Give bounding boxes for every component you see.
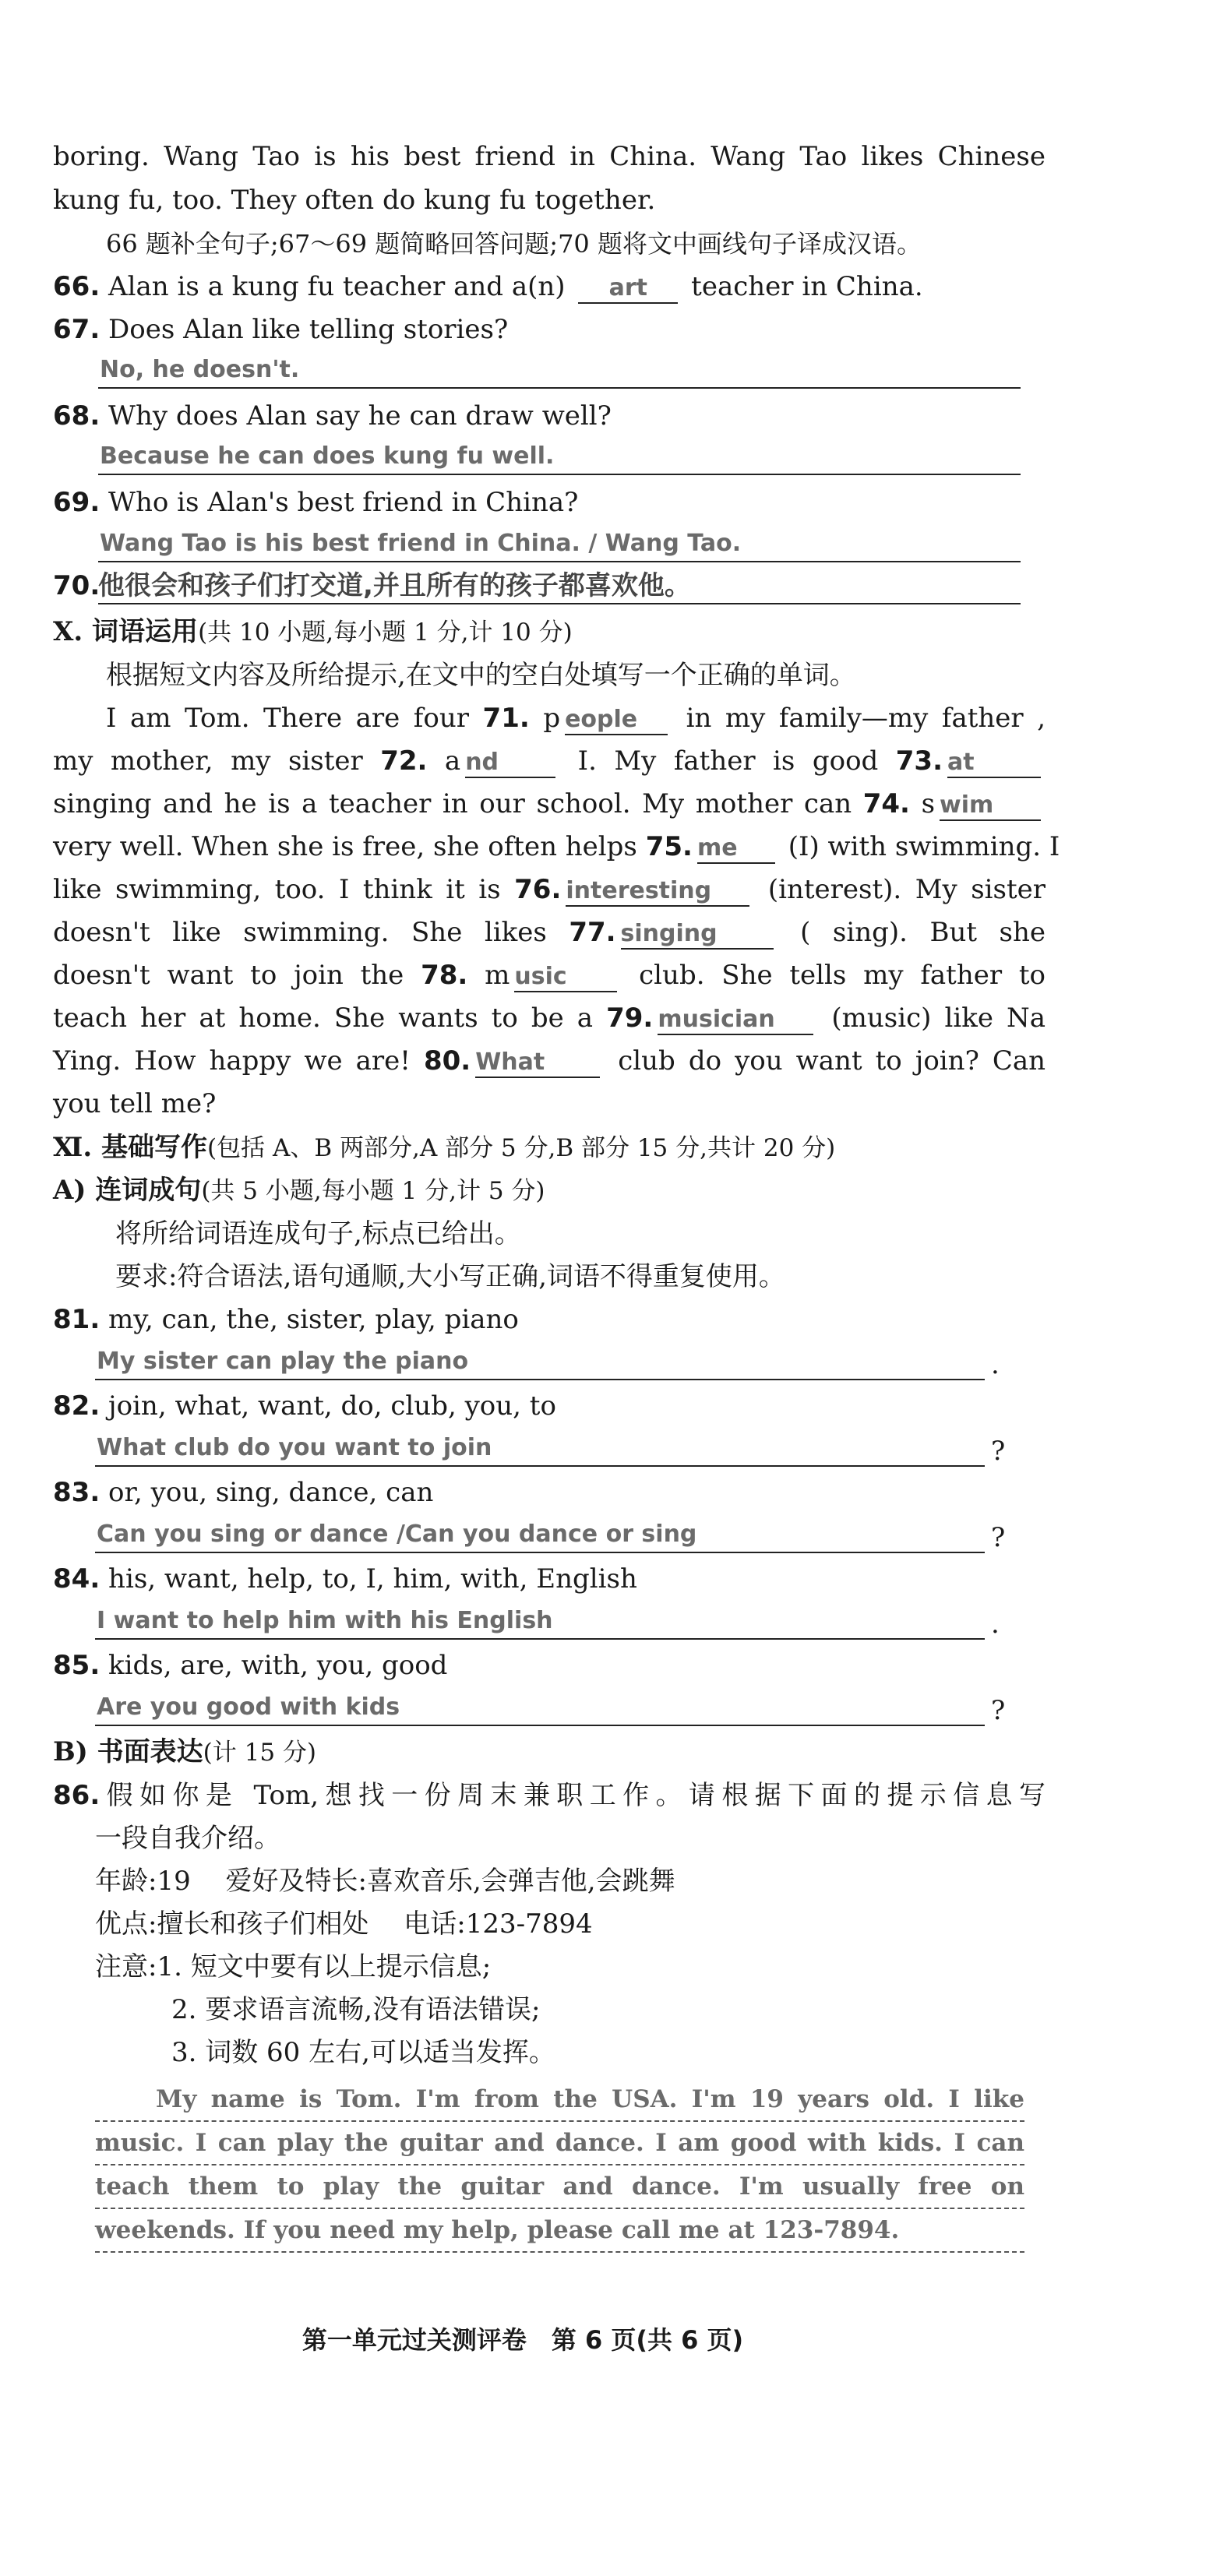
- answer-line: [95, 1517, 985, 1553]
- passage-line: [53, 830, 1060, 864]
- passage-text: (interest). My sister: [767, 874, 1046, 905]
- answer-text: Are you good with kids: [97, 1693, 400, 1721]
- question-number: 86.: [53, 1780, 100, 1811]
- essay-text: weekends. If you need my help, please call me at 123-7894.: [95, 2216, 900, 2244]
- end-punctuation: ?: [991, 1695, 1006, 1726]
- question-text: 一段自我介绍。: [95, 1823, 280, 1854]
- info-line: 优点:擅长和孩子们相处 电话:123-7894: [95, 1908, 593, 1940]
- part-note: (共 5 小题,每小题 1 分,计 5 分): [201, 1177, 545, 1205]
- blank-number: 79.: [606, 1003, 654, 1034]
- answer-blank: [578, 273, 678, 304]
- question-86: [53, 1778, 1046, 1813]
- answer-blank: [566, 876, 749, 907]
- note-line: 2. 要求语言流畅,没有语法错误;: [171, 1994, 541, 2025]
- passage-line: kung fu, too. They often do kung fu together.: [53, 185, 656, 216]
- answer-line: [95, 1431, 985, 1467]
- section-note: (共 10 小题,每小题 1 分,计 10 分): [198, 618, 573, 647]
- letter-hint: m: [485, 960, 510, 991]
- answer-text: Wang Tao is his best friend in China. / Wang Tao.: [100, 530, 742, 557]
- question-number: 69.: [53, 487, 100, 518]
- blank-number: 72.: [380, 745, 428, 777]
- passage-text: I. My father is good: [577, 745, 879, 777]
- info-line: 年龄:19 爱好及特长:喜欢音乐,会弹吉他,会跳舞: [95, 1866, 675, 1897]
- answer-blank: [697, 833, 775, 864]
- part-heading: [53, 1735, 1046, 1770]
- answer-text: usic: [514, 963, 567, 990]
- blank-number: 71.: [482, 703, 530, 734]
- answer-text: at: [947, 749, 975, 776]
- blank-number: 80.: [423, 1045, 471, 1077]
- essay-line: [95, 2078, 1024, 2122]
- passage-line: [106, 701, 1046, 735]
- passage-text: teach her at home. She wants to be a: [53, 1003, 594, 1034]
- section-title: Ⅺ. 基础写作: [53, 1132, 207, 1163]
- answer-blank: [947, 747, 1041, 778]
- letter-hint: s: [921, 788, 936, 819]
- passage-line: [53, 915, 1046, 950]
- given-words: or, you, sing, dance, can: [108, 1477, 434, 1508]
- passage-text: doesn't want to join the: [53, 960, 404, 991]
- question-81: [53, 1302, 1046, 1337]
- end-punctuation: .: [991, 1349, 1000, 1380]
- essay-text: teach them to play the guitar and dance. I'm usually free on: [95, 2173, 1024, 2201]
- blank-number: 77.: [569, 917, 616, 948]
- question-number: 85.: [53, 1650, 100, 1681]
- section-heading: [53, 615, 1046, 650]
- question-67: [53, 312, 1046, 347]
- essay-line: [95, 2209, 1024, 2253]
- answer-text: interesting: [566, 877, 712, 904]
- answer-text: No, he doesn't.: [100, 356, 300, 383]
- question-number: 68.: [53, 400, 100, 432]
- section-note: (包括 A、B 两部分,A 部分 5 分,B 部分 15 分,共计 20 分): [207, 1134, 836, 1162]
- letter-hint: p: [543, 703, 561, 734]
- part-title: A) 连词成句: [53, 1175, 202, 1206]
- given-words: kids, are, with, you, good: [108, 1650, 448, 1681]
- part-title: B) 书面表达: [53, 1736, 203, 1767]
- note-line: 3. 词数 60 左右,可以适当发挥。: [171, 2037, 555, 2068]
- answer-text: musician: [658, 1006, 775, 1033]
- end-punctuation: ?: [991, 1436, 1006, 1467]
- passage-text: my mother, my sister: [53, 745, 363, 777]
- passage-text: in my family—my father ,: [686, 703, 1046, 734]
- answer-blank: [565, 704, 668, 735]
- answer-text: singing: [620, 920, 718, 947]
- answer-text: wim: [940, 791, 994, 819]
- answer-text: What: [475, 1048, 545, 1076]
- answer-text: Because he can does kung fu well.: [100, 442, 555, 470]
- passage-text: singing and he is a teacher in our school. My mother can: [53, 788, 852, 819]
- answer-line: [95, 1344, 985, 1380]
- page-footer: 第一单元过关测评卷 第 6 页(共 6 页): [301, 2325, 744, 2355]
- question-number: 84.: [53, 1563, 100, 1595]
- essay-line: [95, 2122, 1024, 2165]
- answer-blank: [475, 1047, 600, 1078]
- letter-hint: a: [444, 745, 461, 777]
- question-85: [53, 1648, 1046, 1683]
- passage-line: [53, 1044, 1046, 1078]
- question-text: Who is Alan's best friend in China?: [108, 487, 579, 518]
- question-83: [53, 1475, 1046, 1510]
- given-words: my, can, the, sister, play, piano: [108, 1304, 519, 1335]
- given-words: join, what, want, do, club, you, to: [108, 1390, 556, 1422]
- passage-line: boring. Wang Tao is his best friend in China. Wang Tao likes Chinese: [53, 141, 1046, 172]
- passage-text: Ying. How happy we are!: [53, 1045, 411, 1077]
- passage-line: [53, 958, 1046, 992]
- passage-line: [53, 1001, 1046, 1035]
- question-number: 83.: [53, 1477, 100, 1508]
- question-text: Why does Alan say he can draw well?: [108, 400, 612, 432]
- question-66: [53, 270, 1046, 304]
- answer-line: [98, 527, 1021, 562]
- question-text: 假如你是 Tom,想找一份周末兼职工作。请根据下面的提示信息写: [100, 1780, 1046, 1811]
- blank-number: 74.: [862, 788, 910, 819]
- passage-text: like swimming, too. I think it is: [53, 874, 501, 905]
- answer-blank: [514, 961, 617, 992]
- question-text: Does Alan like telling stories?: [108, 314, 509, 345]
- note-line: 注意:1. 短文中要有以上提示信息;: [95, 1951, 492, 1982]
- answer-blank: [940, 790, 1041, 821]
- blank-number: 78.: [421, 960, 468, 991]
- end-punctuation: .: [991, 1609, 1000, 1640]
- question-text: Alan is a kung fu teacher and a(n): [108, 271, 566, 302]
- answer-blank: [465, 747, 555, 778]
- question-84: [53, 1562, 1046, 1596]
- blank-number: 76.: [514, 874, 562, 905]
- passage-text: club. She tells my father to: [639, 960, 1046, 991]
- answer-text: My sister can play the piano: [97, 1348, 469, 1375]
- answer-line: [95, 1690, 985, 1726]
- answer-line: [98, 569, 1021, 604]
- blank-number: 73.: [895, 745, 943, 777]
- passage-text: ( sing). But she: [800, 917, 1046, 948]
- question-number: 81.: [53, 1304, 100, 1335]
- passage-text: (music) like Na: [831, 1003, 1046, 1034]
- passage-line: [53, 787, 1046, 821]
- answer-text: nd: [465, 749, 499, 776]
- answer-text: art: [608, 274, 648, 301]
- answer-text: I want to help him with his English: [97, 1607, 553, 1634]
- given-words: his, want, help, to, I, him, with, English: [108, 1563, 637, 1595]
- instruction: 将所给词语连成句子,标点已给出。: [115, 1218, 521, 1249]
- passage-text: doesn't like swimming. She likes: [53, 917, 547, 948]
- section-title: Ⅹ. 词语运用: [53, 616, 199, 647]
- essay-text: music. I can play the guitar and dance. I am good with kids. I can: [95, 2129, 1024, 2157]
- essay-line: [95, 2165, 1024, 2209]
- answer-line: [98, 439, 1021, 475]
- question-82: [53, 1389, 1046, 1423]
- end-punctuation: ?: [991, 1522, 1006, 1553]
- answer-text: Can you sing or dance /Can you dance or sing: [97, 1521, 697, 1548]
- passage-text: I am Tom. There are four: [106, 703, 470, 734]
- question-number: 67.: [53, 314, 100, 345]
- answer-text: What club do you want to join: [97, 1434, 492, 1461]
- passage-line: you tell me?: [53, 1088, 217, 1119]
- part-heading: [53, 1173, 1046, 1208]
- instruction: 66 题补全句子;67～69 题简略回答问题;70 题将文中画线句子译成汉语。: [106, 229, 922, 259]
- question-number: 82.: [53, 1390, 100, 1422]
- passage-text: (I) with swimming. I: [788, 831, 1060, 862]
- answer-text: 他很会和孩子们打交道,并且所有的孩子都喜欢他。: [98, 570, 691, 601]
- passage-line: [53, 744, 1046, 778]
- question-number: 66.: [53, 271, 100, 302]
- question-number: 70.: [53, 570, 100, 601]
- instruction: 根据短文内容及所给提示,在文中的空白处填写一个正确的单词。: [106, 660, 856, 691]
- passage-text: very well. When she is free, she often helps: [53, 831, 637, 862]
- passage-line: [53, 872, 1046, 907]
- part-note: (计 15 分): [203, 1739, 317, 1767]
- section-heading: [53, 1130, 1046, 1165]
- question-69: [53, 485, 1046, 520]
- blank-number: 75.: [645, 831, 693, 862]
- answer-text: me: [696, 834, 738, 862]
- answer-blank: [658, 1004, 813, 1035]
- question-68: [53, 399, 1046, 433]
- requirement: 要求:符合语法,语句通顺,大小写正确,词语不得重复使用。: [115, 1261, 785, 1292]
- answer-line: [98, 353, 1021, 389]
- essay-text: My name is Tom. I'm from the USA. I'm 19 years old. I like: [156, 2085, 1024, 2113]
- answer-line: [95, 1604, 985, 1640]
- passage-text: club do you want to join? Can: [618, 1045, 1046, 1077]
- question-text: teacher in China.: [691, 271, 923, 302]
- answer-blank: [621, 918, 774, 950]
- answer-text: eople: [565, 706, 638, 733]
